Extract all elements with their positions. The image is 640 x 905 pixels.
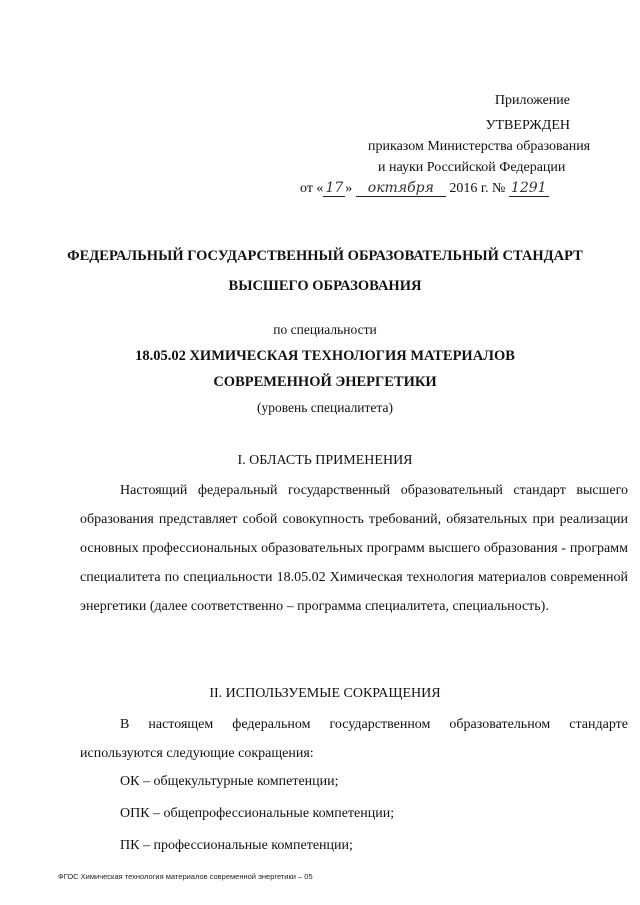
section-1-paragraph [80, 476, 628, 621]
page-footer: ФГОС Химическая технология материалов современной энергетики – 05 [58, 872, 313, 881]
section-2-intro: В настоящем федеральном государственном образовательном стандарте используются следующие сокращения: [80, 717, 628, 761]
abbrev-item-opk: ОПК – общепрофессиональные компетенции; [120, 806, 395, 821]
date-day: 17 [325, 180, 344, 196]
order-number: 1291 [510, 180, 547, 196]
title-line-1: ФЕДЕРАЛЬНЫЙ ГОСУДАРСТВЕННЫЙ ОБРАЗОВАТЕЛЬНЫЙ СТАНДАРТ [67, 248, 583, 264]
approved-label: УТВЕРЖДЕН [485, 118, 570, 133]
date-month: октября [356, 180, 446, 197]
specialty-title [60, 343, 590, 395]
date-prefix: от « [300, 181, 324, 196]
order-date-line [300, 178, 630, 199]
section-2-heading: II. ИСПОЛЬЗУЕМЫЕ СОКРАЩЕНИЯ [209, 686, 441, 701]
appendix-label: Приложение [494, 93, 570, 108]
order-line-2: и науки Российской Федерации [378, 160, 566, 175]
section-1-heading: I. ОБЛАСТЬ ПРИМЕНЕНИЯ [237, 453, 413, 468]
document-title [60, 241, 590, 301]
approval-block [300, 90, 630, 199]
specialty-level: (уровень специалитета) [257, 400, 393, 415]
abbrev-item-ok: ОК – общекультурные компетенции; [120, 774, 339, 789]
title-line-2: ВЫСШЕГО ОБРАЗОВАНИЯ [228, 278, 422, 294]
abbrev-item-pk: ПК – профессиональные компетенции; [120, 838, 353, 853]
specialty-intro: по специальности [273, 322, 377, 337]
order-line-1: приказом Министерства образования [368, 139, 591, 154]
date-mid: » [345, 181, 353, 196]
date-year: 2016 г. № [449, 181, 506, 196]
specialty-line-1: 18.05.02 ХИМИЧЕСКАЯ ТЕХНОЛОГИЯ МАТЕРИАЛОВ [135, 348, 515, 364]
section-1-text: Настоящий федеральный государственный образовательный стандарт высшего образования представляет собой совокупность требований, обязательных при реализации основных профессиональных образовательных программ высшего образования - программ специалитета по специальности 18.05.02 Химическая технология материалов современной энергетики (далее соответственно – программа специалитета, специальность). [80, 483, 628, 614]
section-2-paragraph [80, 710, 628, 768]
specialty-line-2: СОВРЕМЕННОЙ ЭНЕРГЕТИКИ [213, 374, 437, 390]
